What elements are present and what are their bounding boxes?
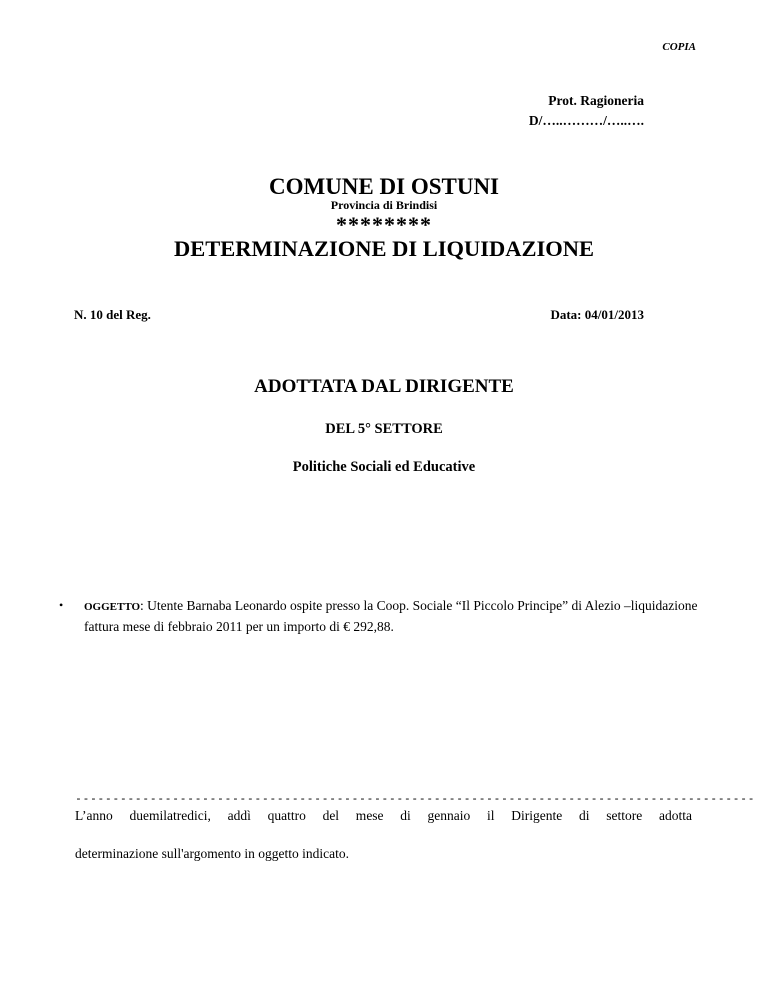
document-title: DETERMINAZIONE DI LIQUIDAZIONE bbox=[173, 236, 595, 261]
bullet-icon: • bbox=[59, 598, 64, 612]
subject-label: OGGETTO bbox=[84, 601, 141, 613]
decorative-stars: ******** bbox=[336, 212, 432, 237]
subject-paragraph bbox=[59, 596, 704, 636]
body-line-1: L’anno duemilatredici, addì quattro del mese di gennaio il Dirigente di settore adotta bbox=[75, 808, 692, 823]
dashed-separator: ------------------------------------------------------------------------------------------- bbox=[75, 791, 756, 805]
subject-text: : Utente Barnaba Leonardo ospite presso la Coop. Sociale “Il Piccolo Principe” di Alezio –liquidazione fattura mese di febbraio 2011 per un importo di € 292,88. bbox=[84, 598, 698, 634]
protocol-number: D/…..………/…..…. bbox=[528, 113, 644, 128]
protocol-block bbox=[470, 91, 644, 131]
copy-stamp: COPIA bbox=[662, 41, 696, 53]
issuer-heading: ADOTTATA DAL DIRIGENTE bbox=[254, 376, 514, 397]
register-number: N. 10 del Reg. bbox=[74, 307, 151, 322]
body-line-2: determinazione sull'argomento in oggetto indicato. bbox=[75, 846, 349, 861]
sector-name: Politiche Sociali ed Educative bbox=[292, 459, 476, 475]
sector-heading: DEL 5° SETTORE bbox=[325, 421, 443, 437]
document-date: Data: 04/01/2013 bbox=[550, 307, 644, 322]
municipality-name: COMUNE DI OSTUNI bbox=[268, 174, 500, 199]
province-name: Provincia di Brindisi bbox=[330, 198, 438, 212]
protocol-office: Prot. Ragioneria bbox=[548, 93, 644, 108]
